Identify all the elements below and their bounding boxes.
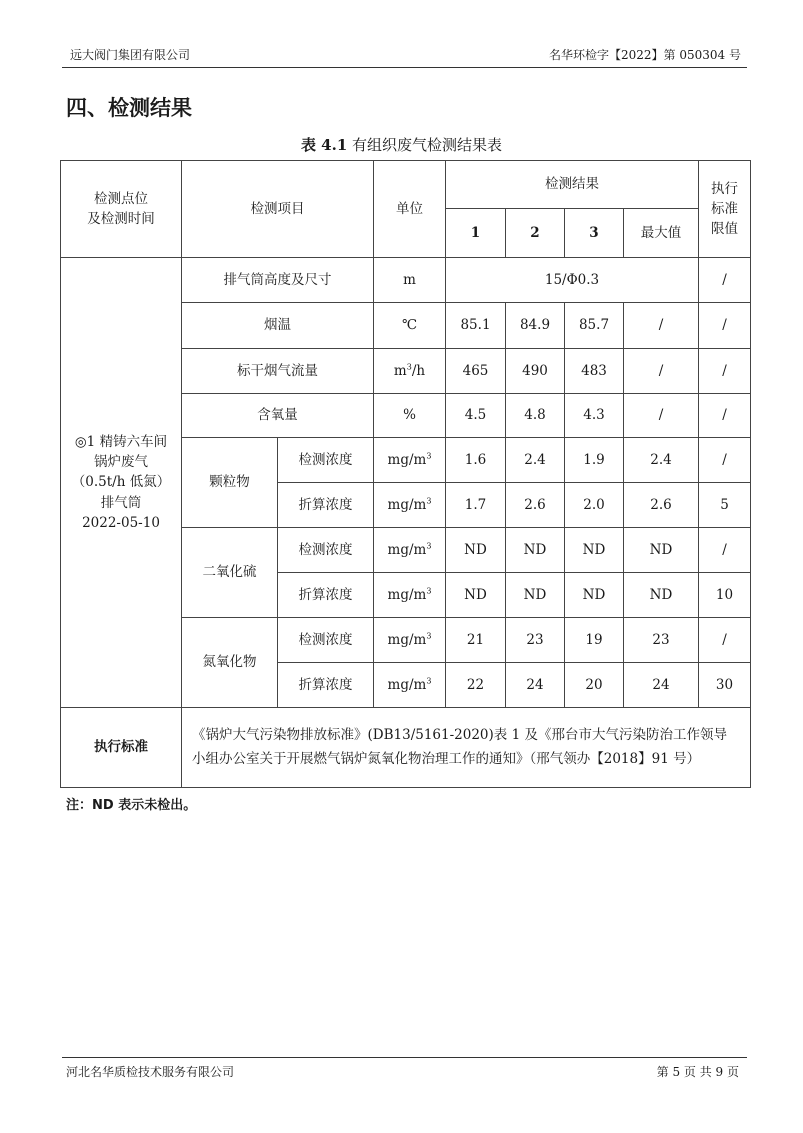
value-cell: 85.7: [565, 303, 624, 349]
value-cell: 2.0: [565, 483, 624, 528]
standard-row: [61, 708, 751, 788]
head-col-3: 3: [565, 209, 624, 258]
limit-cell: /: [699, 303, 751, 349]
max-cell: 24: [624, 663, 699, 708]
location-line: 锅炉废气: [94, 454, 148, 471]
value-cell: 21: [446, 618, 506, 663]
limit-cell: /: [699, 258, 751, 303]
value-cell: 23: [506, 618, 565, 663]
value-cell: 20: [565, 663, 624, 708]
value-cell: 2.6: [506, 483, 565, 528]
pollutant-name: 颗粒物: [182, 438, 278, 528]
location-cell: [61, 258, 182, 708]
value-cell: ND: [446, 528, 506, 573]
value-cell: 4.5: [446, 394, 506, 438]
max-cell: ND: [624, 573, 699, 618]
max-cell: 2.6: [624, 483, 699, 528]
standard-text: 《锅炉大气污染物排放标准》(DB13/5161-2020)表 1 及《邢台市大气污染防治工作领导小组办公室关于开展燃气锅炉氮氧化物治理工作的通知》（邢气领办【2018】91 号）: [182, 708, 751, 788]
header-company: 远大阀门集团有限公司: [70, 48, 191, 62]
sub-item-cell: 折算浓度: [278, 663, 374, 708]
value-cell: 85.1: [446, 303, 506, 349]
unit-cell: $mg/m^3$: [374, 528, 446, 573]
max-cell: 2.4: [624, 438, 699, 483]
head-limit-line: 限值: [711, 221, 738, 238]
head-location-line: 及检测时间: [87, 211, 155, 227]
header-row-1: [61, 161, 751, 209]
location-line: 排气筒: [100, 494, 142, 511]
limit-cell: 10: [699, 573, 751, 618]
limit-cell: 5: [699, 483, 751, 528]
limit-cell: /: [699, 528, 751, 573]
location-line: ◎1 精铸六车间: [74, 433, 168, 450]
unit-cell: m: [374, 258, 446, 303]
value-cell: 84.9: [506, 303, 565, 349]
value-cell: ND: [506, 573, 565, 618]
value-cell: 465: [446, 349, 506, 394]
standard-label: 执行标准: [61, 708, 182, 788]
sub-item-cell: 检测浓度: [278, 618, 374, 663]
head-limit-line: 标准: [711, 200, 738, 217]
value-cell: ND: [565, 573, 624, 618]
head-limit: [699, 161, 751, 258]
value-cell: 24: [506, 663, 565, 708]
unit-cell: $mg/m^3$: [374, 618, 446, 663]
head-unit: 单位: [374, 161, 446, 258]
value-cell: 4.3: [565, 394, 624, 438]
location-line: （0.5t/h 低氮）: [71, 474, 171, 491]
sub-item-cell: 折算浓度: [278, 573, 374, 618]
sub-item-cell: 折算浓度: [278, 483, 374, 528]
value-cell: 2.4: [506, 438, 565, 483]
max-cell: ND: [624, 528, 699, 573]
limit-cell: /: [699, 438, 751, 483]
unit-cell: %: [374, 394, 446, 438]
header-report-number: 名华环检字【2022】第 050304 号: [549, 48, 741, 62]
footer-company: 河北名华质检技术服务有限公司: [66, 1065, 235, 1079]
limit-cell: 30: [699, 663, 751, 708]
head-item: 检测项目: [182, 161, 374, 258]
table-caption: 有组织废气检测结果表: [352, 136, 503, 154]
page-number: 第 5 页 共 9 页: [656, 1065, 739, 1079]
head-col-2: 2: [506, 209, 565, 258]
section-title: 四、检测结果: [66, 96, 192, 120]
unit-cell: $mg/m^3$: [374, 438, 446, 483]
head-results: 检测结果: [446, 161, 699, 209]
pollutant-name: 氮氧化物: [182, 618, 278, 708]
footer-rule: [62, 1057, 747, 1058]
unit-cell: $m^3/h$: [374, 349, 446, 394]
sub-item-cell: 检测浓度: [278, 438, 374, 483]
item-cell: 烟温: [182, 303, 374, 349]
table-title: [0, 134, 803, 155]
value-cell: 1.9: [565, 438, 624, 483]
unit-cell: ℃: [374, 303, 446, 349]
head-location-line: 检测点位: [94, 190, 148, 207]
value-cell: 1.7: [446, 483, 506, 528]
pollutant-name: 二氧化硫: [182, 528, 278, 618]
head-col-1: 1: [446, 209, 506, 258]
sub-item-cell: 检测浓度: [278, 528, 374, 573]
limit-cell: /: [699, 618, 751, 663]
value-cell: ND: [565, 528, 624, 573]
max-cell: /: [624, 303, 699, 349]
limit-cell: /: [699, 394, 751, 438]
item-cell: 标干烟气流量: [182, 349, 374, 394]
value-cell: 22: [446, 663, 506, 708]
value-cell: ND: [446, 573, 506, 618]
merged-value-cell: 15/Φ0.3: [446, 258, 699, 303]
max-cell: /: [624, 349, 699, 394]
table-row: [61, 258, 751, 303]
item-cell: 含氧量: [182, 394, 374, 438]
results-table: [60, 160, 751, 788]
max-cell: /: [624, 394, 699, 438]
value-cell: ND: [506, 528, 565, 573]
value-cell: 1.6: [446, 438, 506, 483]
header-rule: [62, 67, 747, 68]
location-line: 2022-05-10: [82, 514, 160, 531]
unit-cell: $mg/m^3$: [374, 573, 446, 618]
max-cell: 23: [624, 618, 699, 663]
table-note: 注：ND 表示未检出。: [66, 798, 197, 813]
limit-cell: /: [699, 349, 751, 394]
item-cell: 排气筒高度及尺寸: [182, 258, 374, 303]
table-number: 表 4.1: [300, 136, 348, 154]
head-limit-line: 执行: [711, 180, 738, 197]
value-cell: 483: [565, 349, 624, 394]
unit-cell: $mg/m^3$: [374, 663, 446, 708]
head-col-max: 最大值: [624, 209, 699, 258]
value-cell: 4.8: [506, 394, 565, 438]
value-cell: 490: [506, 349, 565, 394]
head-location: [61, 161, 182, 258]
value-cell: 19: [565, 618, 624, 663]
unit-cell: $mg/m^3$: [374, 483, 446, 528]
